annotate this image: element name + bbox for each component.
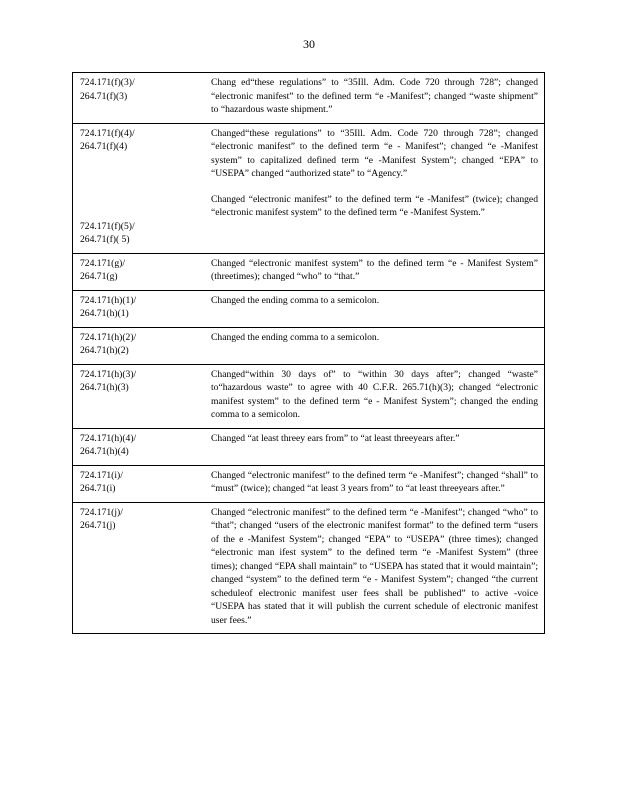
description-text: Changed“these regulations” to “35Ill. Adm. Code 720 through 728”; changed “electronic manifest” to the defined term “e - Manifest”; changed “e -Manifest system” to capitalized defined term “e -Manifest System”; changed “EPA” to “USEPA” changed “authorized state” to “Agency.” [211,127,538,179]
citation-line: 264.71(f)(4) [80,141,128,152]
citation-cell [73,73,205,124]
table-row [73,502,545,634]
citation-cell [73,428,205,465]
citation-line: 264.71(h)(1) [80,308,129,319]
citation-line: 724.171(f)(4)/ [80,127,135,139]
table-row [73,253,545,290]
citation-line: 724.171(g)/ [80,257,126,269]
description-cell: Changed “electronic manifest system” to the defined term “e - Manifest System” (threetimes); changed “who” to “that.” [204,253,545,290]
table-row [73,73,545,124]
citation-line: 264.71(j) [80,520,116,531]
citation-line: 264.71(h)(4) [80,446,129,457]
citation-line: 264.71(h)(3) [80,382,129,393]
changes-table [72,72,545,634]
description-cell: Changed “electronic manifest” to the defined term “e -Manifest”; changed “shall” to “must” (twice); changed “at least 3 years from” to “at least threeyears after.” [204,465,545,502]
description-cell: Changed “electronic manifest” to the defined term “e -Manifest”; changed “who” to “that”; changed “users of the electronic manifest format” to the defined term “users of the e -Manifest System”; changed “EPA” to “USEPA” (three times); changed “electronic man ifest system” to the defined term “e -Manifest System” (three times); changed “EPA shall maintain” to “USEPA has stated that it would maintain”; changed “system” to the defined term “e - Manifest System”; changed “the current scheduleof electronic manifest user fees shall be published” to active -voice “USEPA has stated that it will publish the current schedule of electronic manifest user fees.” [204,502,545,634]
citation-line: 264.71(f)( 5) [80,234,130,245]
citation-cell [73,123,205,253]
citation-line: 724.171(h)(3)/ [80,368,137,380]
table-row [73,327,545,364]
citation-cell [73,290,205,327]
table-row [73,465,545,502]
citation-line: 264.71(h)(2) [80,345,129,356]
citation-cell [73,327,205,364]
citation-cell [73,465,205,502]
page-number: 30 [303,37,315,51]
table-row [73,123,545,253]
description-text: Changed “electronic manifest” to the defined term “e -Manifest” (twice); changed “electronic manifest system” to the defined term “e -Manifest System.” [211,193,538,218]
citation-line: 724.171(f)(3)/ [80,77,135,88]
description-cell: Changed“within 30 days of” to “within 30 days after”; changed “waste” to“hazardous waste” to agree with 40 C.F.R. 265.71(h)(3); changed “electronic manifest system” to the defined term “e - Manifest System”; changed the ending comma to a semicolon. [204,364,545,428]
table-row [73,290,545,327]
description-cell [204,123,545,253]
citation-line: 264.71(g) [80,271,118,282]
citation-line: 724.171(j)/ [80,506,123,518]
citation-cell [73,253,205,290]
citation-line: 724.171(h)(2)/ [80,331,137,343]
citation-line: 724.171(h)(4)/ [80,432,137,444]
citation-line: 724.171(f)(5)/ [80,220,135,232]
description-cell: Changed the ending comma to a semicolon. [204,327,545,364]
citation-line: 264.71(f)(3) [80,90,128,102]
table-row [73,428,545,465]
table-row [73,364,545,428]
citation-line: 724.171(h)(1)/ [80,294,137,306]
citation-cell [73,502,205,634]
description-cell: Chang ed“these regulations” to “35Ill. Adm. Code 720 through 728”; changed “electronic manifest” to the defined term “e -Manifest”; changed “waste shipment” to “hazardous waste shipment.” [204,73,545,124]
citation-line: 724.171(i)/ [80,469,123,481]
description-cell: Changed “at least threey ears from” to “at least threeyears after.” [204,428,545,465]
citation-cell [73,364,205,428]
description-cell: Changed the ending comma to a semicolon. [204,290,545,327]
citation-line: 264.71(i) [80,483,116,494]
